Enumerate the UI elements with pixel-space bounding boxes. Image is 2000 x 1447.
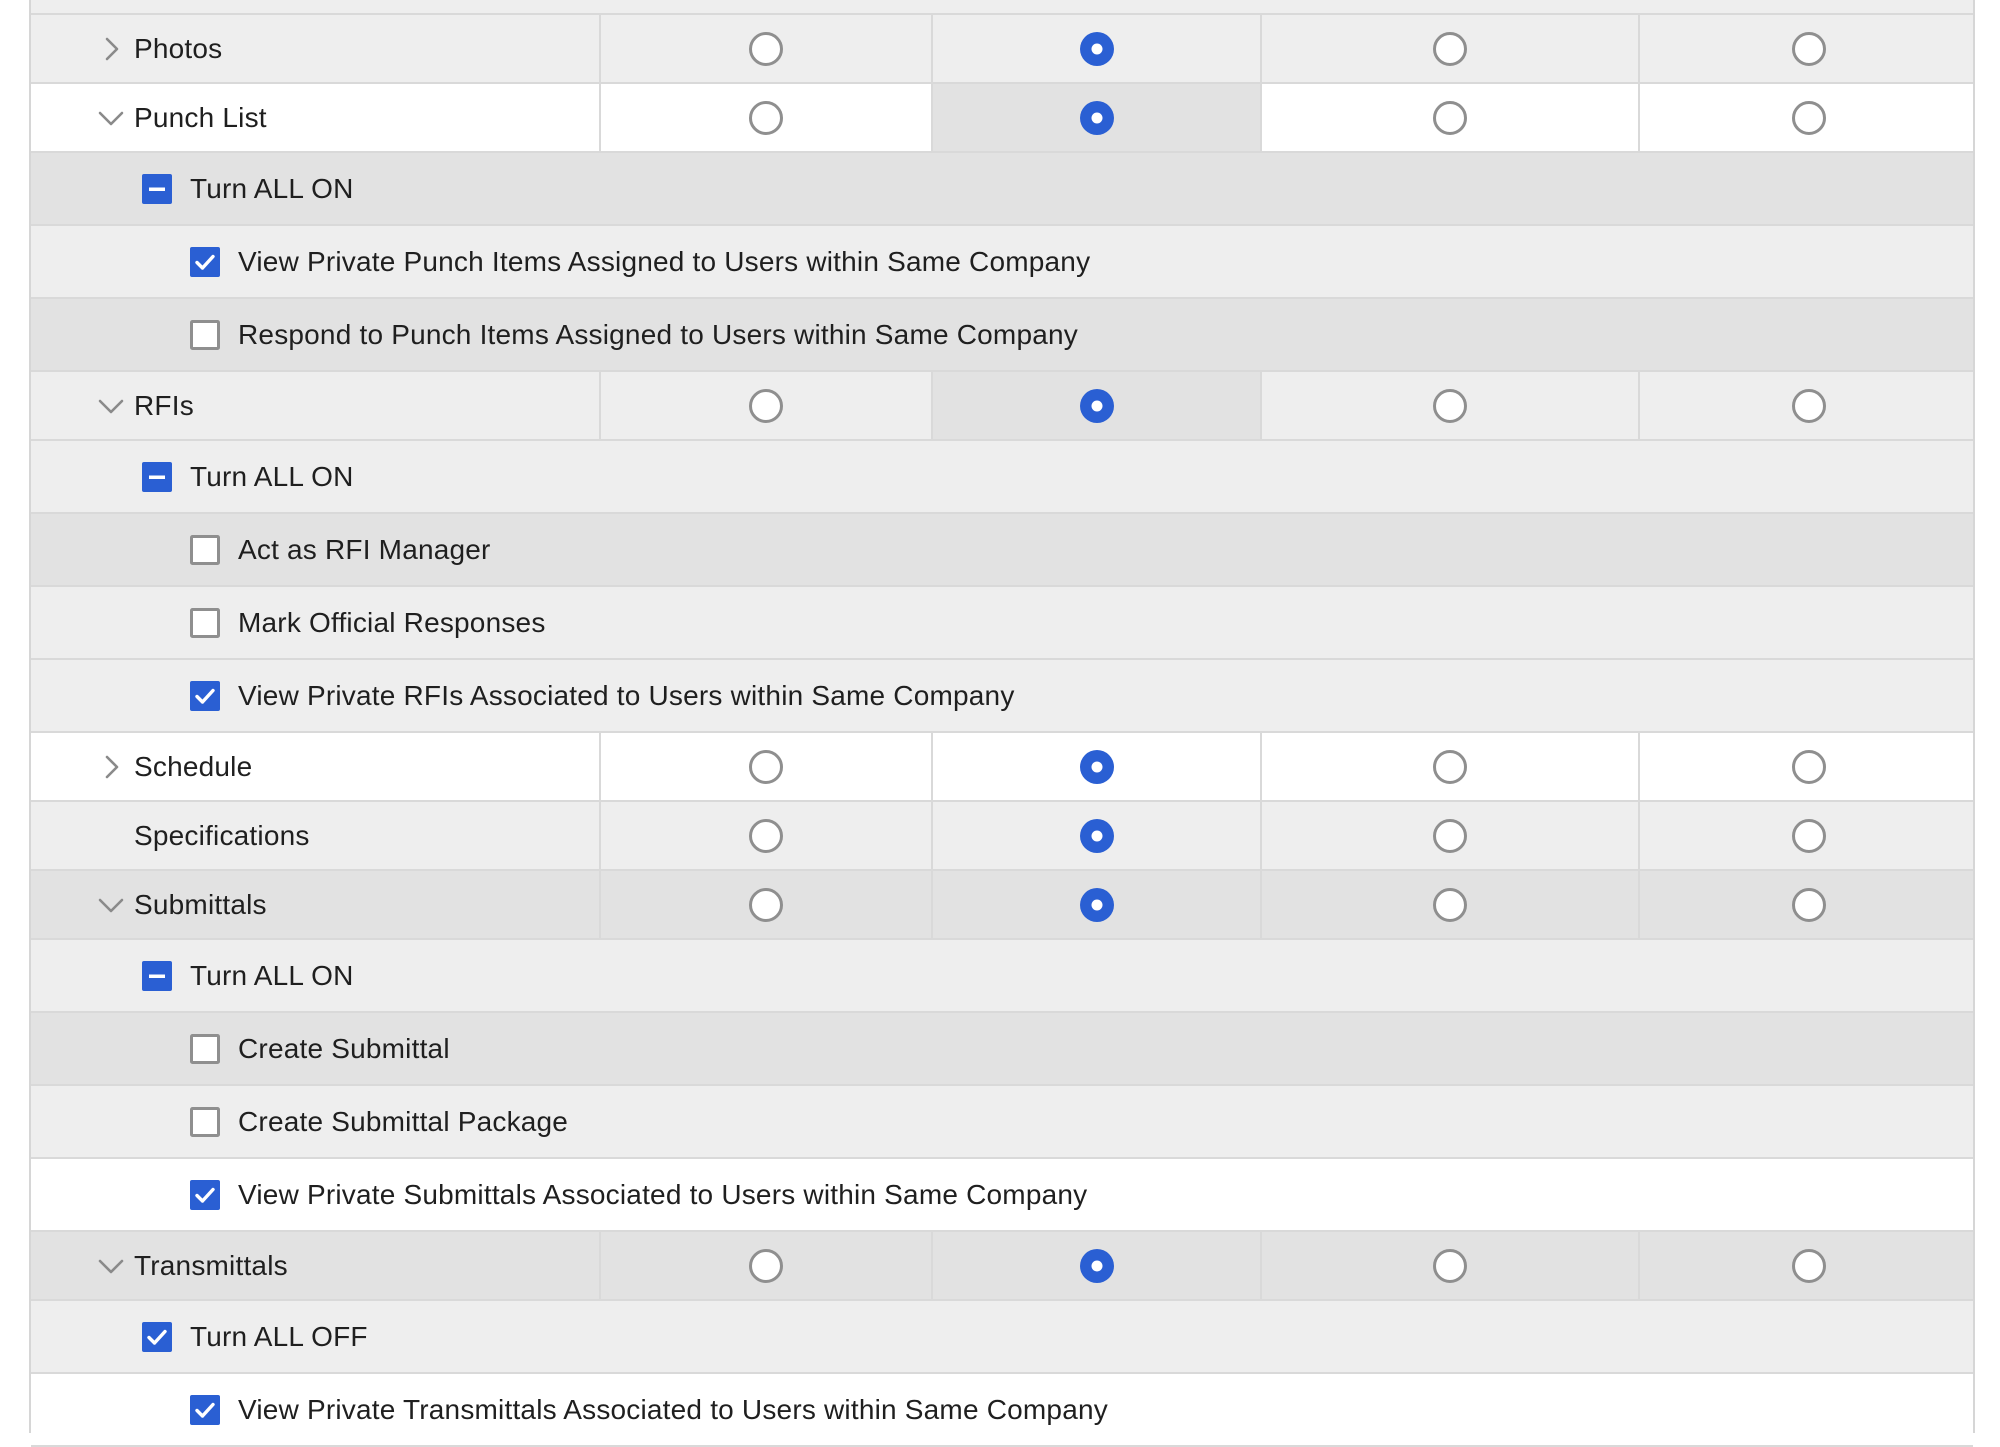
permission-radio[interactable] xyxy=(1079,31,1115,67)
turn-all-row xyxy=(31,938,1973,1011)
permission-radio[interactable] xyxy=(1432,749,1468,785)
permission-radio[interactable] xyxy=(1791,818,1827,854)
permission-cell[interactable] xyxy=(1260,1232,1638,1299)
permission-cell[interactable] xyxy=(931,733,1260,800)
permission-radio[interactable] xyxy=(748,100,784,136)
permission-radio[interactable] xyxy=(1079,818,1115,854)
permission-cell[interactable] xyxy=(1260,372,1638,439)
permission-radio[interactable] xyxy=(1791,388,1827,424)
permission-radio[interactable] xyxy=(1791,887,1827,923)
permission-radio[interactable] xyxy=(748,388,784,424)
turn-all-row xyxy=(31,439,1973,512)
permission-checkbox[interactable] xyxy=(190,1107,220,1137)
permission-radio[interactable] xyxy=(1079,100,1115,136)
turn-all-checkbox[interactable] xyxy=(142,174,172,204)
permission-cell[interactable] xyxy=(1638,871,1977,938)
turn-all-toggle[interactable] xyxy=(142,1301,368,1372)
permission-cell[interactable] xyxy=(1260,15,1638,82)
permission-cell[interactable] xyxy=(599,1232,931,1299)
permission-cell[interactable] xyxy=(599,15,931,82)
permission-label: Create Submittal Package xyxy=(238,1105,569,1137)
permission-label: View Private Submittals Associated to Users within Same Company xyxy=(238,1178,1088,1210)
tool-label: Submittals xyxy=(134,888,267,920)
permission-cell[interactable] xyxy=(599,802,931,869)
permission-checkbox[interactable] xyxy=(190,681,220,711)
permission-radio[interactable] xyxy=(1791,100,1827,136)
permission-cell[interactable] xyxy=(1638,372,1977,439)
tool-name-cell xyxy=(31,802,599,869)
tool-row-transmittals xyxy=(31,1230,1973,1299)
granular-permission[interactable] xyxy=(190,1159,1087,1230)
tool-label: Specifications xyxy=(134,819,310,851)
permission-cell[interactable] xyxy=(1260,733,1638,800)
permission-radio[interactable] xyxy=(1791,31,1827,67)
permission-cell[interactable] xyxy=(1638,733,1977,800)
tool-label: Photos xyxy=(134,32,223,64)
permission-cell[interactable] xyxy=(1638,15,1977,82)
turn-all-row xyxy=(31,151,1973,224)
turn-all-label: Turn ALL ON xyxy=(190,172,354,204)
granular-permission-row xyxy=(31,585,1973,658)
permission-radio[interactable] xyxy=(1079,749,1115,785)
tool-name-cell xyxy=(31,871,599,938)
permission-cell[interactable] xyxy=(931,372,1260,439)
turn-all-checkbox[interactable] xyxy=(142,462,172,492)
permission-cell[interactable] xyxy=(931,871,1260,938)
permission-radio[interactable] xyxy=(748,31,784,67)
chevron-right-icon[interactable] xyxy=(95,33,127,65)
turn-all-toggle[interactable] xyxy=(142,441,354,512)
permission-radio[interactable] xyxy=(748,818,784,854)
granular-permission-row xyxy=(31,1084,1973,1157)
granular-permission[interactable] xyxy=(190,1374,1108,1445)
permission-radio[interactable] xyxy=(1791,1248,1827,1284)
permission-cell[interactable] xyxy=(599,733,931,800)
permission-cell[interactable] xyxy=(599,372,931,439)
permission-radio[interactable] xyxy=(1432,100,1468,136)
permission-cell[interactable] xyxy=(1638,84,1977,151)
granular-permission-row xyxy=(31,658,1973,731)
permission-checkbox[interactable] xyxy=(190,608,220,638)
granular-permission[interactable] xyxy=(190,1013,450,1084)
permission-radio[interactable] xyxy=(748,749,784,785)
granular-permission-row xyxy=(31,512,1973,585)
permission-radio[interactable] xyxy=(1432,388,1468,424)
tool-name-cell xyxy=(31,1232,599,1299)
turn-all-label: Turn ALL OFF xyxy=(190,1320,368,1352)
tool-row-specifications xyxy=(31,800,1973,869)
turn-all-label: Turn ALL ON xyxy=(190,959,354,991)
tool-row-photos xyxy=(31,13,1973,82)
permission-label: Create Submittal xyxy=(238,1032,450,1064)
permission-label: Respond to Punch Items Assigned to Users within Same Company xyxy=(238,318,1078,350)
chevron-down-icon[interactable] xyxy=(95,102,127,134)
permission-radio[interactable] xyxy=(748,887,784,923)
tool-name-cell xyxy=(31,733,599,800)
permissions-table xyxy=(29,0,1975,1433)
tool-name-cell xyxy=(31,84,599,151)
permission-checkbox[interactable] xyxy=(190,1180,220,1210)
permission-label: Act as RFI Manager xyxy=(238,533,491,565)
permission-checkbox[interactable] xyxy=(190,1034,220,1064)
permission-label: Mark Official Responses xyxy=(238,606,546,638)
granular-permission-row xyxy=(31,1011,1973,1084)
table-top-strip xyxy=(31,0,1973,13)
permission-label: View Private RFIs Associated to Users within Same Company xyxy=(238,679,1015,711)
chevron-right-icon[interactable] xyxy=(95,751,127,783)
permission-radio[interactable] xyxy=(1791,749,1827,785)
permission-radio[interactable] xyxy=(1079,388,1115,424)
permission-cell[interactable] xyxy=(1260,871,1638,938)
granular-permission[interactable] xyxy=(190,299,1078,370)
permission-radio[interactable] xyxy=(1079,887,1115,923)
granular-permission[interactable] xyxy=(190,587,546,658)
permission-cell[interactable] xyxy=(931,84,1260,151)
turn-all-row xyxy=(31,1299,1973,1372)
tool-row-submittals xyxy=(31,869,1973,938)
permission-checkbox[interactable] xyxy=(190,320,220,350)
permission-cell[interactable] xyxy=(931,802,1260,869)
permission-cell[interactable] xyxy=(931,1232,1260,1299)
permission-radio[interactable] xyxy=(1432,1248,1468,1284)
tool-label: Transmittals xyxy=(134,1249,288,1281)
permission-radio[interactable] xyxy=(1432,818,1468,854)
tool-name-cell xyxy=(31,372,599,439)
tool-label: RFIs xyxy=(134,389,194,421)
turn-all-checkbox[interactable] xyxy=(142,961,172,991)
turn-all-checkbox[interactable] xyxy=(142,1322,172,1352)
permission-cell[interactable] xyxy=(1638,1232,1977,1299)
granular-permission-row xyxy=(31,297,1973,370)
turn-all-toggle[interactable] xyxy=(142,940,354,1011)
permission-cell[interactable] xyxy=(599,84,931,151)
tool-name-cell xyxy=(31,15,599,82)
permission-radio[interactable] xyxy=(1432,887,1468,923)
permission-checkbox[interactable] xyxy=(190,1395,220,1425)
granular-permission-row xyxy=(31,1157,1973,1230)
permission-cell[interactable] xyxy=(1260,802,1638,869)
tool-row-rfis xyxy=(31,370,1973,439)
turn-all-toggle[interactable] xyxy=(142,153,354,224)
permission-radio[interactable] xyxy=(1432,31,1468,67)
granular-permission[interactable] xyxy=(190,660,1015,731)
permission-cell[interactable] xyxy=(931,15,1260,82)
granular-permission-row xyxy=(31,224,1973,297)
permission-checkbox[interactable] xyxy=(190,247,220,277)
granular-permission[interactable] xyxy=(190,514,491,585)
permission-cell[interactable] xyxy=(1638,802,1977,869)
permission-label: View Private Transmittals Associated to Users within Same Company xyxy=(238,1393,1108,1425)
chevron-down-icon[interactable] xyxy=(95,889,127,921)
tool-row-schedule xyxy=(31,731,1973,800)
turn-all-label: Turn ALL ON xyxy=(190,460,354,492)
granular-permission[interactable] xyxy=(190,1086,568,1157)
permission-cell[interactable] xyxy=(599,871,931,938)
permission-radio[interactable] xyxy=(748,1248,784,1284)
permission-label: View Private Punch Items Assigned to Users within Same Company xyxy=(238,245,1091,277)
permission-checkbox[interactable] xyxy=(190,535,220,565)
tool-label: Schedule xyxy=(134,750,253,782)
tool-row-punch-list xyxy=(31,82,1973,151)
granular-permission[interactable] xyxy=(190,226,1090,297)
granular-permission-row xyxy=(31,1372,1973,1445)
permission-radio[interactable] xyxy=(1079,1248,1115,1284)
chevron-down-icon[interactable] xyxy=(95,1250,127,1282)
tool-label: Punch List xyxy=(134,101,267,133)
chevron-down-icon[interactable] xyxy=(95,390,127,422)
permission-cell[interactable] xyxy=(1260,84,1638,151)
